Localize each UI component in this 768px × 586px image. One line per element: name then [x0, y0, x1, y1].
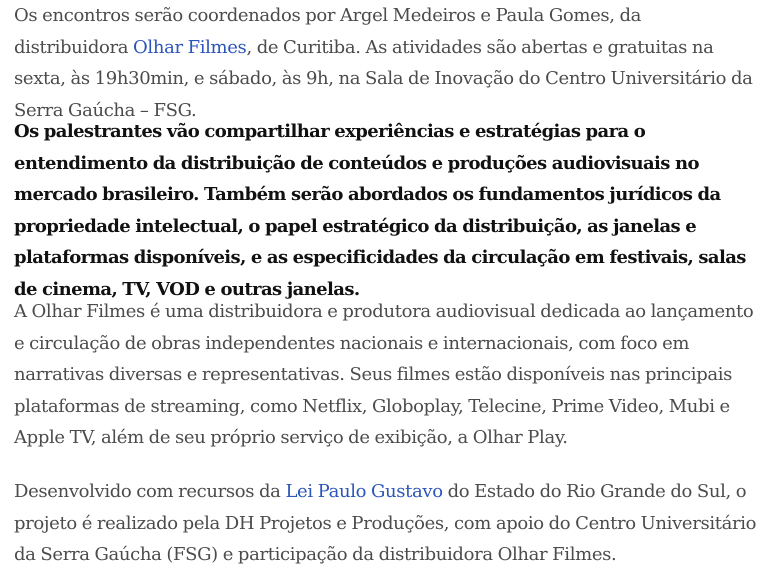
paragraph-text: , de Curitiba. As atividades são abertas e gratuitas na sexta, às 19h30min, e sábado, às 9h, na Sala de Inovação do Centro Universitário da Serra Gaúcha – FSG.: [14, 36, 753, 121]
link-olhar-filmes[interactable]: Olhar Filmes: [133, 36, 247, 58]
paragraph-coordinators: [14, 0, 758, 126]
paragraph-olhar-filmes-about: A Olhar Filmes é uma distribuidora e produtora audiovisual dedicada ao lançamento e circulação de obras independentes nacionais e internacionais, com foco em narrativas diversas e representativas. Seus filmes estão disponíveis nas principais plataformas de streaming, como Netflix, Globoplay, Telecine, Prime Video, Mubi e Apple TV, além de seu próprio serviço de exibição, a Olhar Play.: [14, 301, 754, 448]
paragraph-text: do Estado do Rio Grande do Sul, o projeto é realizado pela DH Projetos e Produções, com apoio do Centro Universitário da Serra Gaúcha (FSG) e participação da distribuidora Olhar Filmes.: [14, 481, 757, 565]
paragraph-speakers-highlight: Os palestrantes vão compartilhar experiências e estratégias para o entendimento da distribuição de conteúdos e produções audiovisuais no mercado brasileiro. Também serão abordados os fundamentos jurídicos da propriedade intelectual, o papel estratégico da distribuição, as janelas e plataformas disponíveis, e as especificidades da circulação em festivais, salas de cinema, TV, VOD e outras janelas.: [14, 121, 746, 300]
paragraph-funding: [14, 476, 758, 571]
paragraph-text: Os encontros serão coordenados por Argel Medeiros e Paula Gomes, da distribuidora: [14, 5, 642, 58]
paragraph-text: Desenvolvido com recursos da: [14, 481, 286, 502]
link-lei-paulo-gustavo[interactable]: Lei Paulo Gustavo: [285, 481, 443, 502]
